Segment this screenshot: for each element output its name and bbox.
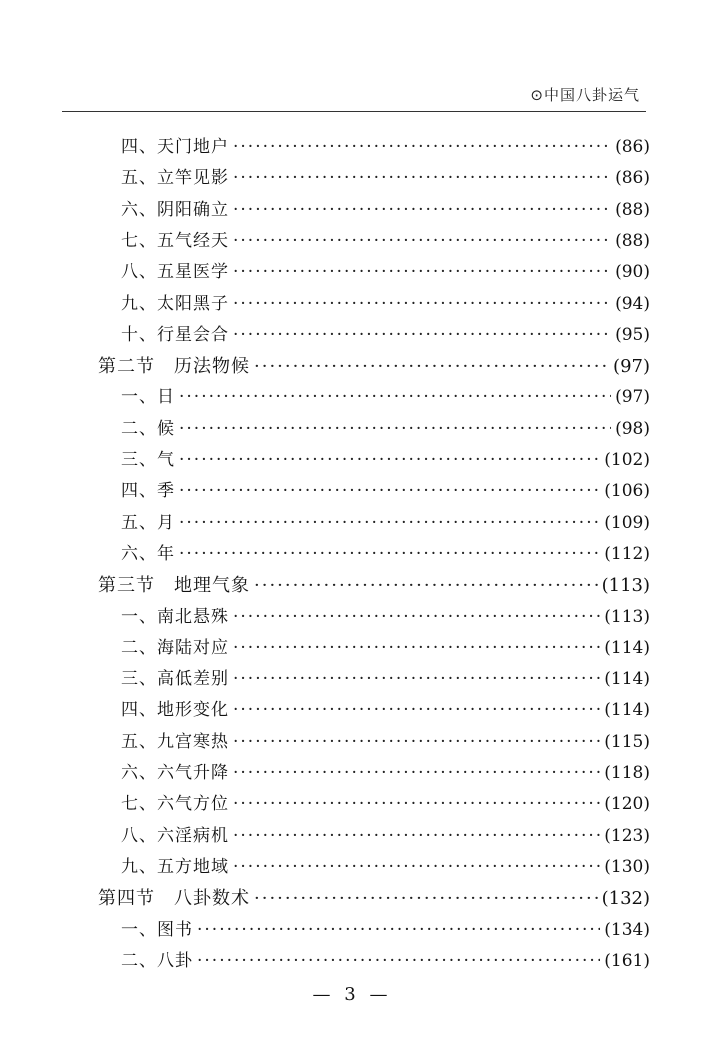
toc-entry-label: 第三节 地理气象	[98, 575, 250, 597]
toc-entry-label: 十、行星会合	[121, 324, 229, 345]
toc-page-number: (132)	[601, 888, 650, 910]
toc-entry-row	[121, 915, 650, 946]
toc-page-number: (114)	[604, 637, 650, 658]
toc-page-number: (114)	[604, 700, 650, 721]
toc-entry-label: 六、年	[121, 543, 175, 564]
toc-entry-label: 九、太阳黑子	[121, 293, 229, 314]
toc-page-number: (88)	[615, 230, 650, 251]
toc-page-number: (94)	[615, 293, 650, 314]
leader-dots	[179, 508, 600, 539]
toc-page-number: (112)	[604, 543, 650, 564]
toc-entry-row	[121, 602, 650, 633]
toc-entry-label: 五、月	[121, 512, 175, 533]
leader-dots	[233, 789, 600, 820]
leader-dots	[254, 351, 609, 382]
toc-entry-row	[121, 633, 650, 664]
leader-dots	[179, 382, 611, 413]
toc-entry-row	[121, 320, 650, 351]
toc-entry-label: 四、天门地户	[121, 137, 229, 157]
toc-entry-label: 一、图书	[121, 919, 193, 940]
toc-entry-row	[121, 758, 650, 789]
toc-entry-row	[121, 226, 650, 257]
toc-entry-row	[121, 476, 650, 507]
leader-dots	[233, 289, 611, 320]
toc-entry-row	[121, 382, 650, 413]
toc-page-number: (130)	[604, 856, 650, 877]
toc-entry-label: 四、季	[121, 481, 175, 502]
toc-entry-row	[121, 195, 650, 226]
leader-dots	[233, 664, 600, 695]
leader-dots	[233, 727, 600, 758]
header-rule	[62, 111, 646, 112]
toc-entry-row	[121, 852, 650, 883]
toc-entry-row	[121, 445, 650, 476]
toc-section-row	[98, 351, 650, 382]
toc-entry-row	[121, 289, 650, 320]
leader-dots	[233, 758, 600, 789]
toc-page-number: (88)	[615, 199, 650, 220]
toc-entry-label: 三、气	[121, 450, 175, 470]
toc-entry-label: 八、五星医学	[121, 262, 229, 283]
toc-entry-row	[121, 946, 650, 977]
leader-dots	[233, 195, 611, 226]
toc-page-number: (114)	[604, 669, 650, 690]
toc-entry-row	[121, 508, 650, 539]
toc-entry-label: 六、六气升降	[121, 763, 229, 783]
toc-page-number: (113)	[601, 575, 650, 597]
toc-entry-label: 五、九宫寒热	[121, 731, 229, 752]
toc-page-number: (86)	[615, 137, 650, 157]
toc-entry-label: 七、五气经天	[121, 230, 229, 251]
toc-entry-label: 二、八卦	[121, 950, 193, 971]
toc-page-number: (113)	[604, 606, 650, 627]
toc-entry-row	[121, 132, 650, 163]
leader-dots	[197, 946, 600, 977]
toc-entry-label: 二、候	[121, 418, 175, 439]
page-number: — 3 —	[312, 984, 392, 1005]
leader-dots	[179, 476, 600, 507]
toc-page-number: (118)	[604, 763, 650, 783]
toc-entry-label: 第四节 八卦数术	[98, 888, 250, 910]
toc-entry-label: 一、南北悬殊	[121, 606, 229, 627]
toc-entry-label: 一、日	[121, 387, 175, 408]
leader-dots	[233, 226, 611, 257]
toc-entry-row	[121, 414, 650, 445]
toc-entry-label: 二、海陆对应	[121, 637, 229, 658]
toc-page-number: (120)	[604, 794, 650, 815]
toc-page-number: (109)	[604, 512, 650, 533]
toc-entry-row	[121, 695, 650, 726]
toc-page-number: (106)	[604, 481, 650, 502]
leader-dots	[233, 821, 600, 852]
leader-dots	[197, 915, 600, 946]
toc-entry-label: 五、立竿见影	[121, 168, 229, 189]
toc-entry-row	[121, 664, 650, 695]
toc-page-number: (102)	[604, 450, 650, 470]
toc-entry-row	[121, 789, 650, 820]
toc-entry-label: 六、阴阳确立	[121, 199, 229, 220]
toc-page-number: (90)	[615, 262, 650, 283]
leader-dots	[233, 852, 600, 883]
toc-section-row	[98, 883, 650, 914]
toc-page-number: (86)	[615, 168, 650, 189]
leader-dots	[233, 633, 600, 664]
toc-page-number: (123)	[604, 825, 650, 846]
toc-entry-label: 八、六淫病机	[121, 825, 229, 846]
leader-dots	[233, 320, 611, 351]
toc-page-number: (134)	[604, 919, 650, 940]
leader-dots	[179, 414, 611, 445]
leader-dots	[233, 695, 600, 726]
toc-entry-row	[121, 257, 650, 288]
leader-dots	[233, 132, 611, 163]
toc-page-number: (97)	[613, 356, 650, 378]
toc-entry-row	[121, 163, 650, 194]
leader-dots	[233, 257, 611, 288]
leader-dots	[233, 602, 600, 633]
toc-page-number: (97)	[615, 387, 650, 408]
toc-entry-row	[121, 727, 650, 758]
toc-page-number: (98)	[615, 418, 650, 439]
toc-entry-label: 七、六气方位	[121, 794, 229, 815]
running-header: ⊙中国八卦运气	[530, 86, 640, 104]
leader-dots	[254, 570, 598, 601]
leader-dots	[179, 539, 600, 570]
toc-entry-label: 三、高低差别	[121, 669, 229, 690]
toc-section-row	[98, 570, 650, 601]
toc-entry-label: 四、地形变化	[121, 700, 229, 721]
toc-entry-row	[121, 821, 650, 852]
toc-entry-label: 第二节 历法物候	[98, 356, 250, 378]
toc-page-number: (95)	[615, 324, 650, 345]
leader-dots	[179, 445, 600, 476]
toc-page-number: (161)	[604, 950, 650, 971]
leader-dots	[254, 883, 598, 914]
toc-entry-label: 九、五方地域	[121, 856, 229, 877]
leader-dots	[233, 163, 611, 194]
toc-page-number: (115)	[604, 731, 650, 752]
toc-entry-row	[121, 539, 650, 570]
